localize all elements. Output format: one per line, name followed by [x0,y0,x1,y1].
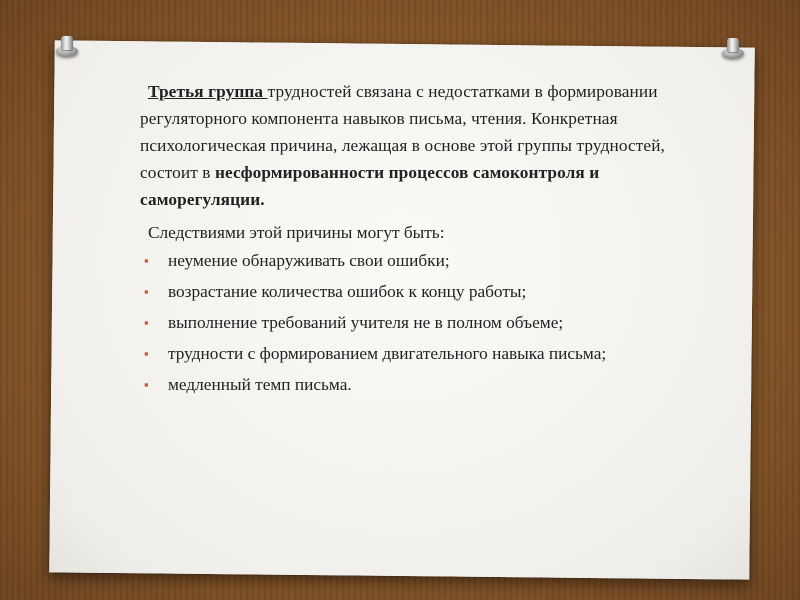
intro-text: трудностей связана с недостатками в формировании регуляторного компонента навыков письма, чтения. Конкретная психологическая причина, лежащая в основе этой группы трудностей, состоит в [140,82,665,182]
intro-lead: Третья группа [148,82,268,101]
list-item [140,310,670,335]
pushpin-icon [722,38,744,60]
bullet-icon: ▪ [144,377,149,392]
list-item [140,248,670,273]
list-item [140,372,670,397]
list-item-text: медленный темп письма. [168,375,352,394]
bullet-icon: ▪ [144,315,149,330]
bullet-icon: ▪ [144,284,149,299]
bullet-icon: ▪ [144,253,149,268]
pushpin-head [61,36,73,50]
list-item-text: выполнение требований учителя не в полном объеме; [168,313,564,332]
list-item-text: возрастание количества ошибок к концу работы; [168,282,527,301]
pushpin-icon [56,36,78,58]
consequences-heading: Следствиями этой причины могут быть: [148,223,445,242]
list-item [140,341,670,366]
bullet-icon: ▪ [144,346,149,361]
slide-content [140,78,670,403]
list-item-text: трудности с формированием двигательного навыка письма; [168,344,607,363]
list-item [140,279,670,304]
intro-paragraph [140,78,670,213]
intro-bold-text: несформированности процессов самоконтроля и саморегуляции. [140,163,600,209]
list-item-text: неумение обнаруживать свои ошибки; [168,251,450,270]
consequences-list [140,248,670,397]
pushpin-head [727,38,739,52]
